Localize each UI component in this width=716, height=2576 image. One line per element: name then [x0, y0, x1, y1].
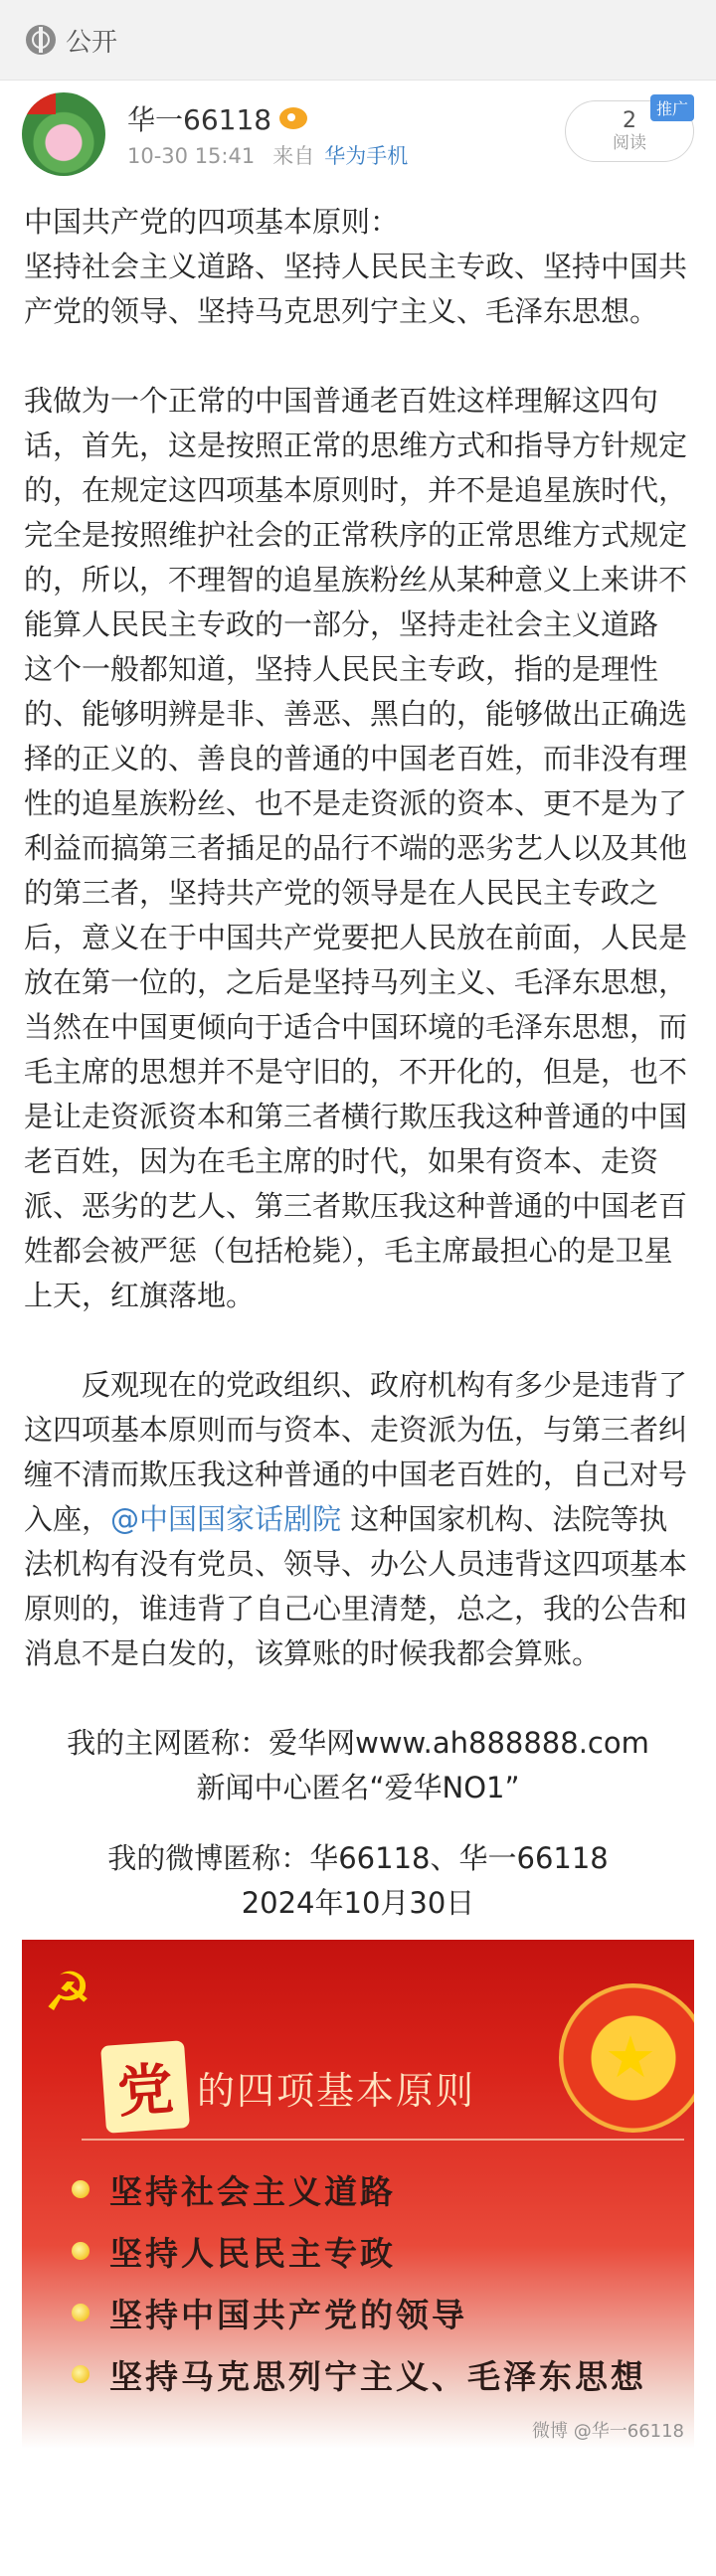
bullet-icon — [72, 2304, 90, 2321]
post-meta — [127, 140, 408, 170]
poster-title-big: 党 — [100, 2040, 190, 2134]
principles-heading: 中国共产党的四项基本原则： — [24, 205, 400, 239]
from-label: 来自 — [272, 144, 315, 168]
view-count-label: 阅读 — [613, 133, 646, 153]
promo-badge[interactable]: 推广 — [650, 94, 694, 121]
globe-icon — [26, 25, 56, 55]
view-count-number: 2 — [623, 108, 636, 133]
poster-item: 坚持马克思列宁主义、毛泽东思想 — [72, 2343, 646, 2405]
site-line: 我的主网匿称：爱华网www.ah888888.com — [67, 1726, 649, 1760]
bullet-icon — [72, 2180, 90, 2198]
reflection-text-before: 反观现在的党政组织、政府机构有多少是违背了这四项基本原则而与资本、走资派为伍，与第三者纠缠不清而欺压我这种普通的中国老百姓的，自己对号入座， — [24, 1368, 688, 1536]
poster-item: 坚持人民民主专政 — [72, 2220, 646, 2282]
bullet-icon — [72, 2365, 90, 2383]
star-icon: ★ — [605, 2023, 656, 2091]
post-content — [0, 104, 716, 1926]
explanation-paragraph: 我做为一个正常的中国普通老百姓这样理解这四句话，首先，这是按照正常的思维方式和指导方针规定的，在规定这四项基本原则时，并不是追星族时代，完全是按照维护社会的正常秩序的正常思维方式规定的，所以，不理智的追星族粉丝从某种意义上来讲不能算人民民主专政的一部分，坚持走社会主义道路 这个一般都知道，坚持人民民主专政，指的是理性的、能够明辨是非、善恶、黑白的，能够做出正确选择的正义的、善良的普通的中国老百姓，而非没有理性的追星族粉丝、也不是走资派的资本、更不是为了利益而搞第三者插足的品行不端的恶劣艺人以及其他的第三者，坚持共产党的领导是在人民民主专政之后，意义在于中国共产党要把人民放在前面，人民是放在第一位的，之后是坚持马列主义、毛泽东思想，当然在中国更倾向于适合中国环境的毛泽东思想，而毛主席的思想并不是守旧的，不开化的，但是，也不是让走资派资本和第三者横行欺压我这种普通的中国老百姓，因为在毛主席的时代，如果有资本、走资派、恶劣的艺人、第三者欺压我这种普通的中国老百姓都会被严惩（包括枪毙），毛主席最担心的是卫星上天，红旗落地。 — [24, 384, 688, 1312]
reflection-text-after: 这种国家机构、法院等执法机构有没有党员、领导、办公人员违背这四项基本原则的，谁违背了自己心里清楚，总之，我的公告和消息不是白发的，该算账的时候我都会算账。 — [24, 1502, 688, 1670]
bullet-icon — [72, 2242, 90, 2260]
poster-item: 坚持社会主义道路 — [72, 2158, 646, 2220]
post-header — [0, 81, 716, 190]
avatar[interactable] — [22, 92, 105, 176]
mention-link[interactable]: @中国国家话剧院 — [110, 1502, 342, 1536]
user-badge-icon — [279, 107, 307, 129]
post-time: 10-30 15:41 — [127, 144, 256, 168]
visibility-bar — [0, 0, 716, 81]
principles-poster-image[interactable] — [22, 1940, 694, 2449]
poster-item: 坚持中国共产党的领导 — [72, 2282, 646, 2343]
date-line: 2024年10月30日 — [241, 1886, 475, 1920]
poster-title — [103, 2043, 475, 2131]
reflection-paragraph — [24, 1363, 692, 1676]
news-line: 新闻中心匿名“爱华NO1” — [196, 1771, 520, 1804]
poster-title-rest: 的四项基本原则 — [197, 2068, 476, 2113]
principles-body: 坚持社会主义道路、坚持人民民主专政、坚持中国共产党的领导、坚持马克思列宁主义、毛泽东思想。 — [24, 250, 688, 328]
visibility-label: 公开 — [66, 27, 118, 58]
flag-icon — [26, 92, 56, 114]
username-text: 华一66118 — [127, 103, 272, 136]
weibo-line: 我的微博匿称：华66118、华一66118 — [107, 1841, 609, 1875]
poster-items — [72, 2158, 646, 2405]
device-link[interactable]: 华为手机 — [324, 144, 409, 168]
poster-watermark: 微博 @华一66118 — [532, 2421, 684, 2442]
username[interactable] — [127, 98, 307, 138]
signature-block — [24, 1721, 692, 1926]
hammer-sickle-icon: ☭ — [44, 1961, 92, 2023]
